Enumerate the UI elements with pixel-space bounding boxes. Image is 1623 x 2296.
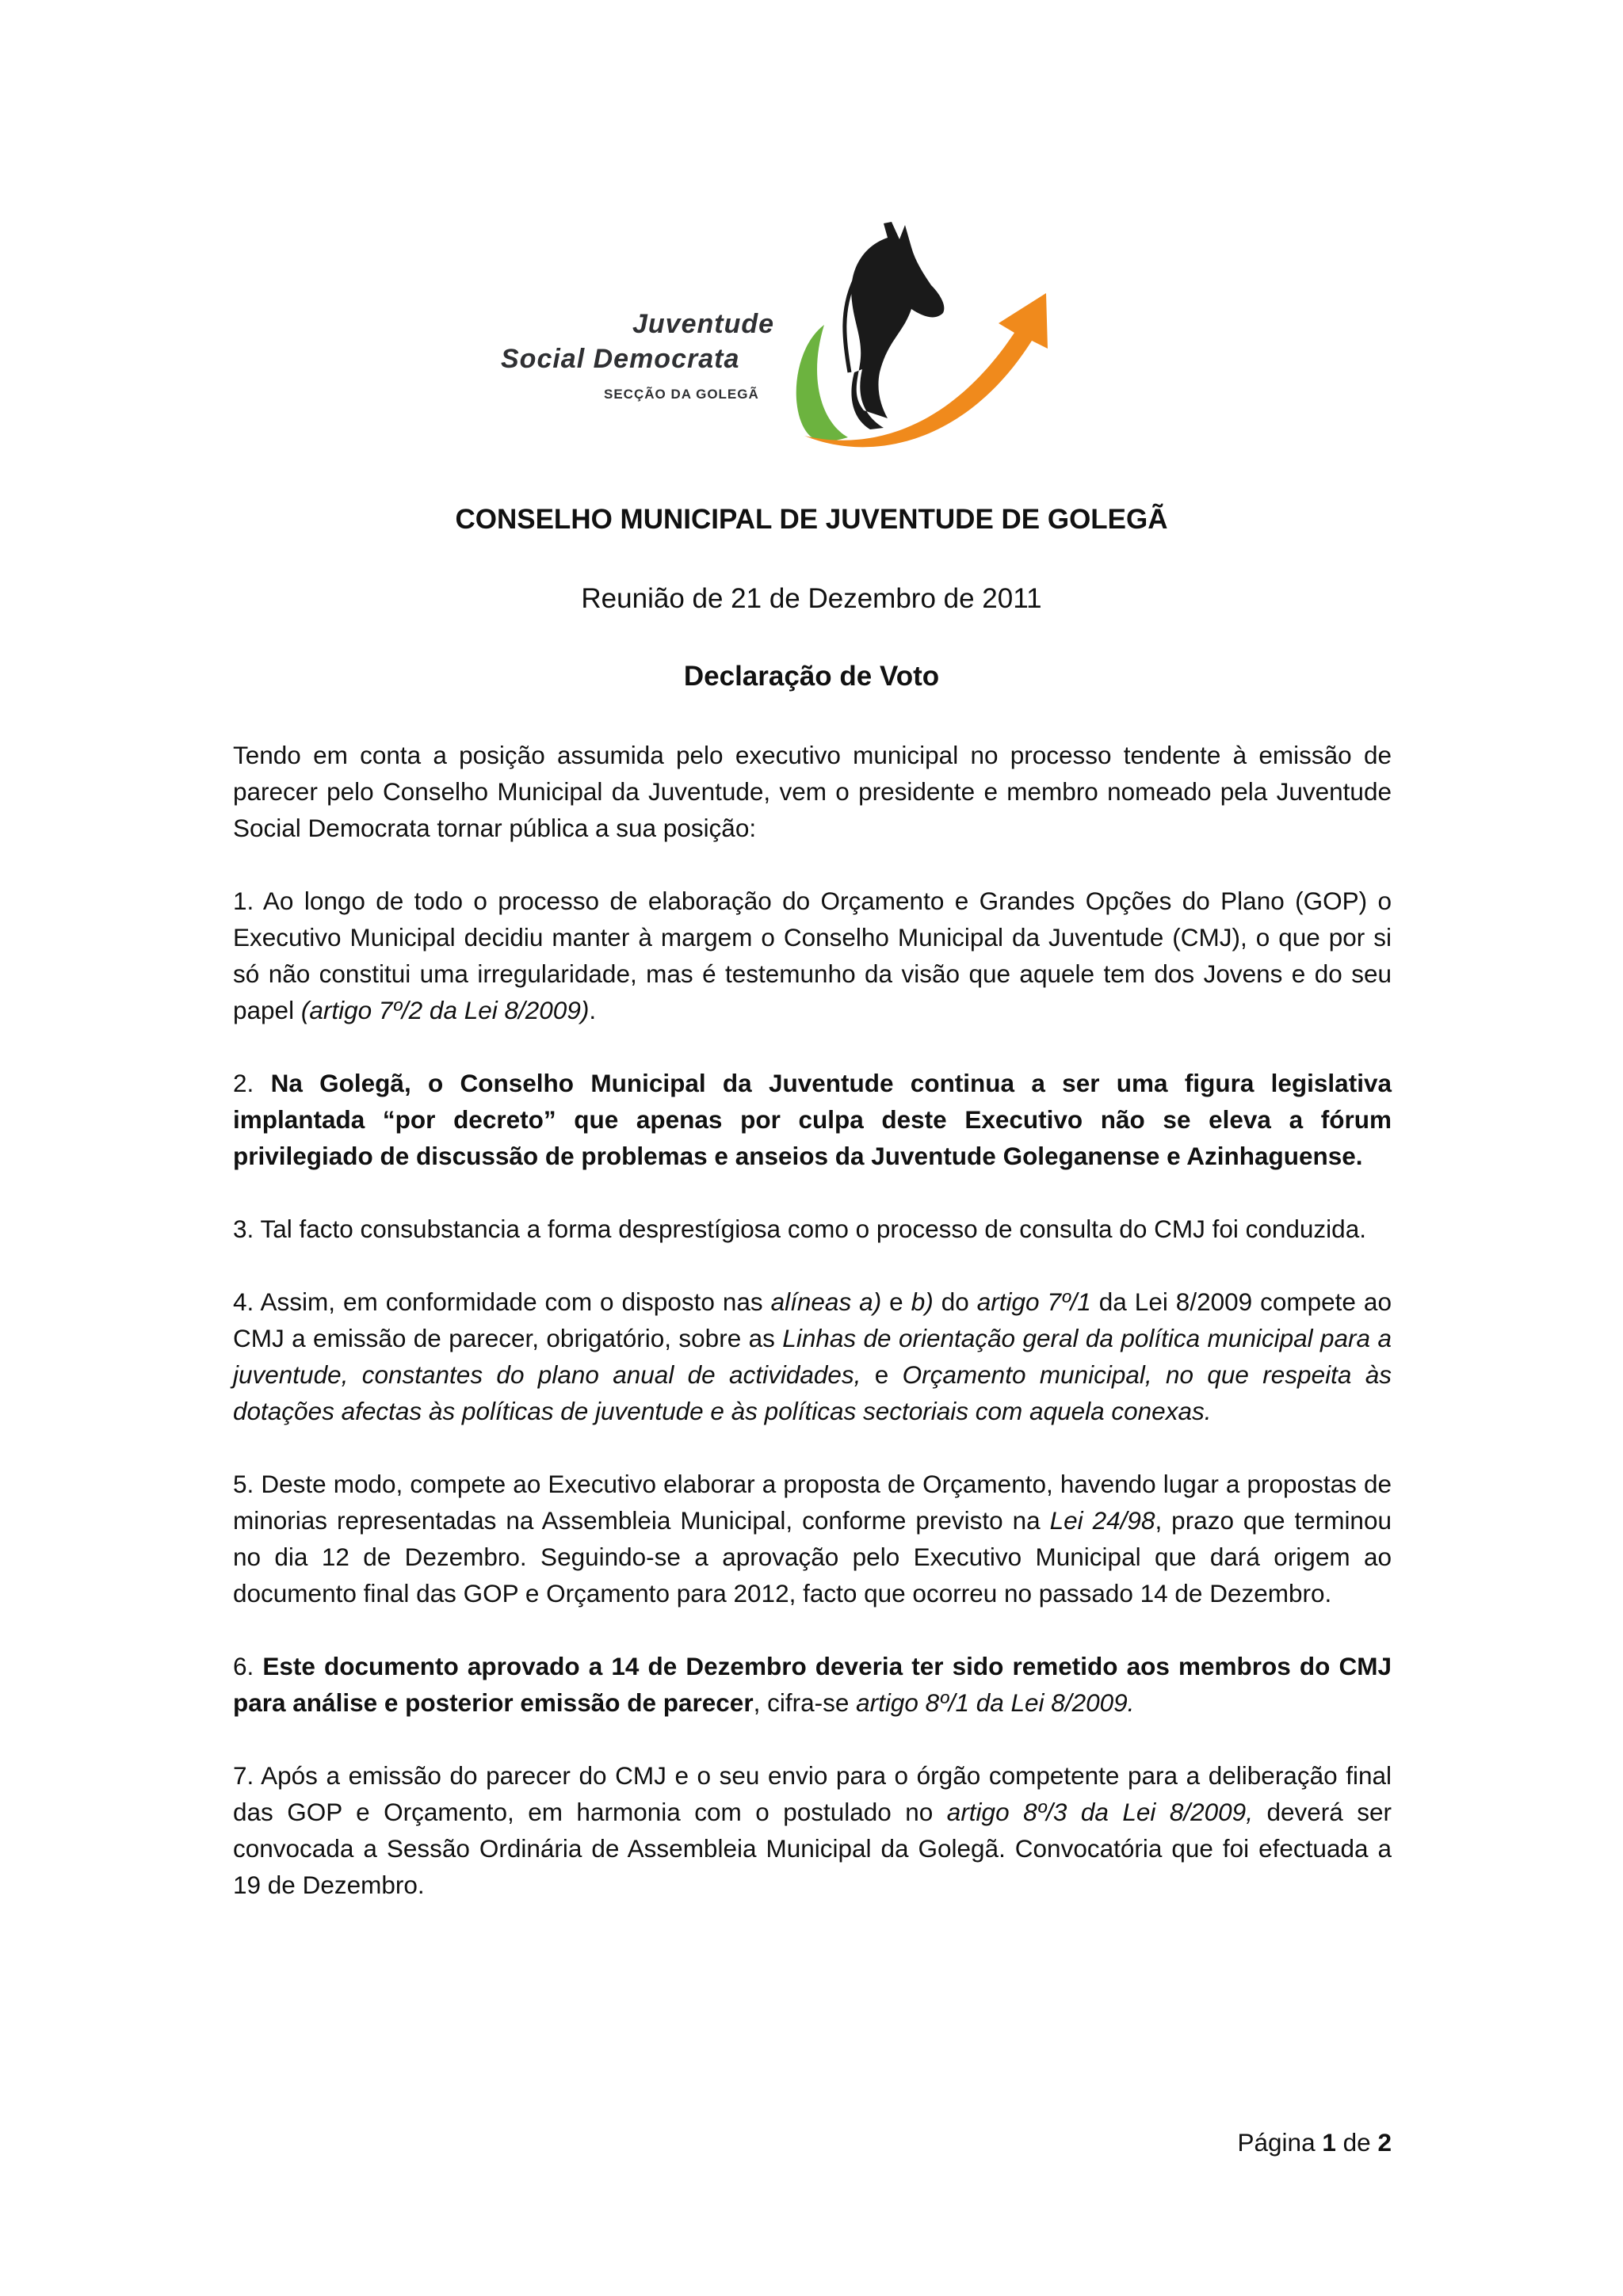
footer-separator: de (1342, 2128, 1371, 2157)
logo-graphic (491, 214, 1109, 460)
page-number-footer (1238, 2128, 1392, 2157)
paragraph-1-citation: (artigo 7º/2 da Lei 8/2009) (300, 996, 590, 1024)
paragraph-2 (233, 1065, 1392, 1174)
footer-current-page: 1 (1322, 2128, 1336, 2157)
paragraph-4 (233, 1283, 1392, 1429)
p4-part-b: alíneas a) (770, 1287, 882, 1316)
p4-part-j: Orçamento municipal, no que respeita às dotações afectas às políticas de juventude e às políticas sectoriais com aquela conexas. (233, 1360, 1392, 1425)
p7-part-a: 7. Após a emissão do parecer do CMJ e o seu envio para o órgão competente para a deliberação final das GOP e Orçamento, em harmonia com o postulado no (233, 1761, 1392, 1826)
footer-total-pages: 2 (1377, 2128, 1392, 2157)
paragraph-6 (233, 1648, 1392, 1721)
paragraph-7 (233, 1757, 1392, 1903)
paragraph-6-bold-text: Este documento aprovado a 14 de Dezembro deveria ter sido remetido aos membros do CMJ para análise e posterior emissão de parecer (233, 1652, 1392, 1717)
document-body (233, 737, 1392, 1939)
paragraph-1-text: 1. Ao longo de todo o processo de elaboração do Orçamento e Grandes Opções do Plano (GOP) o Executivo Municipal decidiu manter à margem o Conselho Municipal da Juventude (CMJ), o que por si só não constitui uma irregularidade, mas é testemunho da visão que aquele tem dos Jovens e do seu papel (233, 887, 1392, 1024)
p4-part-i: e (874, 1360, 889, 1389)
p4-part-a: 4. Assim, em conformidade com o disposto nas (233, 1287, 763, 1316)
paragraph-6-mid: , cifra-se (753, 1688, 850, 1717)
p5-part-a: 5. Deste modo, compete ao Executivo elaborar a proposta de Orçamento, havendo lugar a propostas de minorias representadas na Assembleia Municipal, conforme previsto na (233, 1470, 1392, 1535)
p4-part-h: Linhas de orientação geral da política municipal para a juventude, constantes do plano anual de actividades, (233, 1324, 1392, 1389)
paragraph-intro: Tendo em conta a posição assumida pelo executivo municipal no processo tendente à emissão de parecer pelo Conselho Municipal da Juventude, vem o presidente e membro nomeado pela Juventude Social Democrata tornar pública a sua posição: (233, 741, 1392, 842)
footer-page-label: Página (1237, 2128, 1316, 2157)
document-title: CONSELHO MUNICIPAL DE JUVENTUDE DE GOLEGÃ (455, 504, 1168, 535)
paragraph-5 (233, 1466, 1392, 1611)
paragraph-2-number: 2. (233, 1069, 254, 1097)
declaration-heading: Declaração de Voto (683, 661, 940, 692)
green-leaf-shape (796, 325, 848, 441)
p4-part-g: da Lei 8/2009 compete ao CMJ a emissão de parecer, obrigatório, sobre as (233, 1287, 1392, 1352)
p5-part-c: , prazo que terminou no dia 12 de Dezembro. Seguindo-se a aprovação pelo Executivo Municipal que dará origem ao documento final das GOP e Orçamento para 2012, facto que ocorreu no passado 14 de Dezembro. (233, 1506, 1392, 1608)
logo-line-social-democrata: Social Democrata (501, 344, 740, 374)
meeting-date: Reunião de 21 de Dezembro de 2011 (581, 583, 1042, 614)
p4-part-e: do (941, 1287, 969, 1316)
p4-part-c: e (889, 1287, 903, 1316)
jsd-logo (491, 214, 1109, 460)
paragraph-6-number: 6. (233, 1652, 254, 1680)
logo-line-juventude: Juventude (632, 309, 775, 339)
paragraph-2-bold-text: Na Golegã, o Conselho Municipal da Juventude continua a ser uma figura legislativa implantada “por decreto” que apenas por culpa deste Executivo não se eleva a fórum privilegiado de discussão de problemas e anseios da Juventude Goleganense e Azinhaguense. (233, 1069, 1392, 1170)
p4-part-f: artigo 7º/1 (976, 1287, 1091, 1316)
logo-line-seccao: SECÇÃO DA GOLEGÃ (604, 387, 759, 402)
paragraph-1 (233, 883, 1392, 1028)
p5-part-b: Lei 24/98 (1049, 1506, 1155, 1535)
p4-part-d: b) (911, 1287, 934, 1316)
paragraph-3: 3. Tal facto consubstancia a forma desprestígiosa como o processo de consulta do CMJ foi conduzida. (233, 1215, 1366, 1243)
horse-head-icon (851, 222, 944, 429)
paragraph-6-citation: artigo 8º/1 da Lei 8/2009. (856, 1688, 1135, 1717)
p7-part-c: deverá ser convocada a Sessão Ordinária de Assembleia Municipal da Golegã. Convocatória que foi efectuada a 19 de Dezembro. (233, 1798, 1392, 1899)
p7-part-b: artigo 8º/3 da Lei 8/2009, (946, 1798, 1253, 1826)
paragraph-1-end: . (589, 996, 597, 1024)
